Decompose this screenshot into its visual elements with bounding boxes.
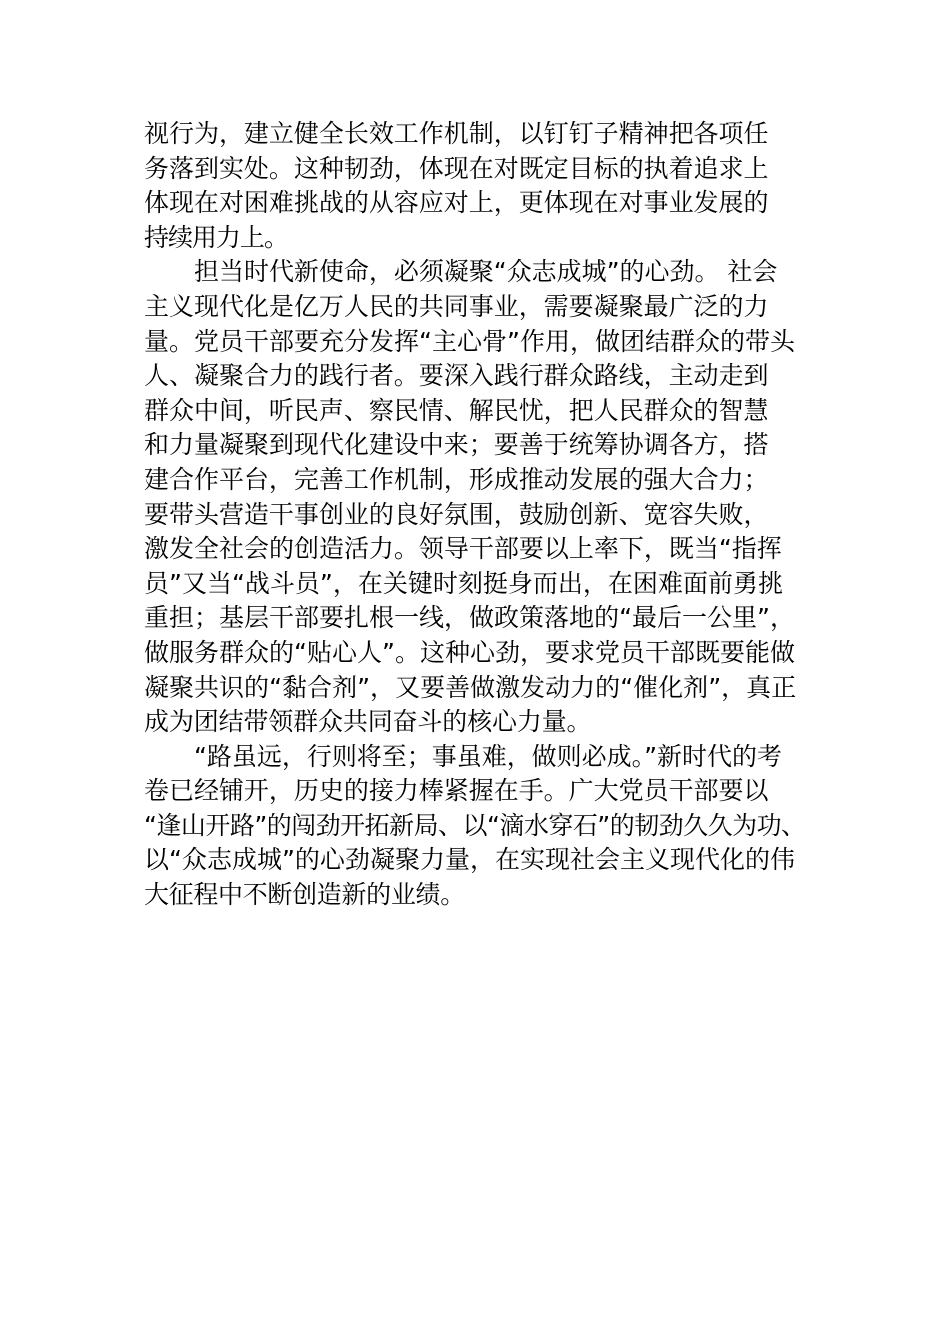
text-line: 重担；基层干部要扎根一线，做政策落地的“最后一公里”， xyxy=(144,603,796,633)
text-line: 建合作平台，完善工作机制，形成推动发展的强大合力； xyxy=(144,464,769,494)
text-line: “路虽远，行则将至；事虽难，做则必成。”新时代的考 xyxy=(194,741,782,771)
text-line: 以“众志成城”的心劲凝聚力量，在实现社会主义现代化的伟 xyxy=(144,845,796,875)
text-line: 员”又当“战斗员”，在关键时刻挺身而出，在困难面前勇挑 xyxy=(144,568,783,598)
text-line: 务落到实处。这种韧劲，体现在对既定目标的执着追求上 xyxy=(144,153,769,183)
text-line: 要带头营造干事创业的良好氛围，鼓励创新、宽容失败， xyxy=(144,499,769,529)
text-line: 主义现代化是亿万人民的共同事业，需要凝聚最广泛的力 xyxy=(144,291,769,321)
text-line: “逢山开路”的闯劲开拓新局、以“滴水穿石”的韧劲久久为功、 xyxy=(144,810,806,840)
text-line: 和力量凝聚到现代化建设中来；要善于统筹协调各方，搭 xyxy=(144,430,769,460)
text-line: 大征程中不断创造新的业绩。 xyxy=(144,880,465,910)
text-line: 人、凝聚合力的践行者。要深入践行群众路线，主动走到 xyxy=(144,361,769,391)
text-line: 担当时代新使命，必须凝聚“众志成城”的心劲。 社会 xyxy=(194,257,778,287)
text-line: 卷已经铺开，历史的接力棒紧握在手。广大党员干部要以 xyxy=(144,776,769,806)
text-line: 视行为，建立健全长效工作机制，以钉钉子精神把各项任 xyxy=(144,119,769,148)
text-line: 群众中间，听民声、察民情、解民忧，把人民群众的智慧 xyxy=(144,395,769,425)
text-line: 激发全社会的创造活力。领导干部要以上率下，既当“指挥 xyxy=(144,534,782,564)
text-line: 持续用力上。 xyxy=(144,222,288,252)
text-line: 做服务群众的“贴心人”。这种心劲，要求党员干部既要能做 xyxy=(144,637,796,667)
text-line: 成为团结带领群众共同奋斗的核心力量。 xyxy=(144,707,592,737)
document-body xyxy=(144,117,814,913)
text-line: 体现在对困难挑战的从容应对上，更体现在对事业发展的 xyxy=(144,188,769,218)
text-line: 量。党员干部要充分发挥“主心骨”作用，做团结群众的带头 xyxy=(144,326,796,356)
text-line: 凝聚共识的“黏合剂”，又要善做激发动力的“催化剂”，真正 xyxy=(144,672,797,702)
